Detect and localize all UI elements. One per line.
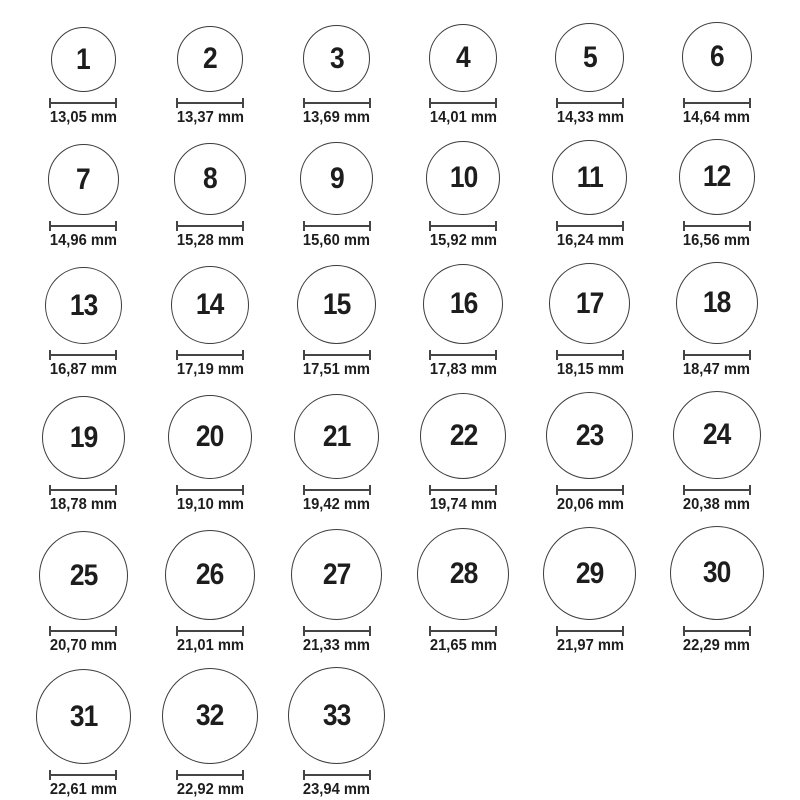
diameter-measure-line <box>176 770 244 780</box>
ring-circle <box>177 26 243 92</box>
measure-bar <box>429 630 497 632</box>
ring-size-number: 20 <box>196 420 224 453</box>
measure-bar <box>49 354 117 356</box>
ring-size-number: 5 <box>583 40 597 74</box>
ring-size-item <box>147 139 274 248</box>
ring-size-number: 33 <box>322 698 351 732</box>
ring-size-number: 6 <box>709 40 724 73</box>
diameter-label: 14,01 mm <box>429 109 497 126</box>
ring-size-number: 11 <box>576 160 604 194</box>
ring-size-item <box>653 139 780 248</box>
ring-size-item <box>653 526 780 653</box>
measure-bar <box>556 630 624 632</box>
diameter-measure-line <box>556 221 624 231</box>
diameter-label: 21,33 mm <box>303 637 371 654</box>
diameter-measure-line <box>176 98 244 108</box>
measure-bar <box>176 225 244 227</box>
ring-size-row <box>20 22 780 125</box>
measure-bar <box>683 354 751 356</box>
diameter-label: 18,78 mm <box>49 496 117 513</box>
measure-bar <box>556 225 624 227</box>
ring-size-number: 31 <box>69 699 98 733</box>
ring-circle <box>420 393 506 479</box>
diameter-label: 15,92 mm <box>429 232 497 249</box>
measure-bar <box>176 774 244 776</box>
ring-size-row <box>20 667 780 797</box>
diameter-label: 13,69 mm <box>303 109 371 126</box>
diameter-label: 18,47 mm <box>683 361 751 378</box>
ring-size-number: 3 <box>329 41 344 75</box>
ring-size-item <box>20 526 147 653</box>
ring-size-item <box>527 139 654 248</box>
diameter-label: 17,51 mm <box>303 361 371 378</box>
diameter-label: 18,15 mm <box>556 361 624 378</box>
ring-circle <box>546 392 633 479</box>
measure-bar <box>556 354 624 356</box>
ring-size-number: 16 <box>449 287 478 320</box>
measure-bar <box>49 774 117 776</box>
measure-bar <box>303 489 371 491</box>
diameter-label: 17,83 mm <box>429 361 497 378</box>
ring-circle <box>48 144 119 215</box>
diameter-measure-line <box>556 485 624 495</box>
ring-size-number: 18 <box>702 286 731 319</box>
ring-circle <box>679 139 755 215</box>
ring-size-item <box>147 526 274 653</box>
ring-size-item <box>653 391 780 512</box>
diameter-measure-line <box>303 350 371 360</box>
ring-size-item <box>20 667 147 797</box>
ring-size-number: 22 <box>449 419 478 452</box>
ring-size-item <box>273 391 400 512</box>
ring-circle <box>426 141 500 215</box>
ring-size-number: 29 <box>576 556 604 590</box>
ring-size-row <box>20 262 780 377</box>
ring-size-item <box>20 391 147 512</box>
diameter-measure-line <box>176 626 244 636</box>
diameter-label: 13,05 mm <box>49 109 117 126</box>
ring-size-number: 13 <box>69 288 98 322</box>
ring-circle <box>417 528 509 620</box>
ring-size-number: 21 <box>322 419 351 453</box>
ring-size-number: 30 <box>702 556 731 589</box>
diameter-label: 14,64 mm <box>683 109 751 126</box>
diameter-label: 15,60 mm <box>303 232 371 249</box>
diameter-label: 19,42 mm <box>303 496 371 513</box>
measure-bar <box>176 354 244 356</box>
ring-circle <box>291 529 382 620</box>
diameter-measure-line <box>176 350 244 360</box>
ring-size-number: 12 <box>702 160 731 193</box>
diameter-label: 22,61 mm <box>49 781 117 798</box>
measure-bar <box>49 102 117 104</box>
ring-circle <box>300 142 373 215</box>
ring-size-item <box>147 262 274 377</box>
ring-circle <box>171 266 249 344</box>
diameter-label: 22,92 mm <box>176 781 244 798</box>
ring-size-item <box>400 391 527 512</box>
diameter-measure-line <box>49 221 117 231</box>
ring-size-item <box>20 262 147 377</box>
diameter-measure-line <box>683 350 751 360</box>
ring-size-number: 23 <box>576 418 604 452</box>
ring-size-item <box>527 526 654 653</box>
ring-size-number: 28 <box>449 557 478 590</box>
diameter-measure-line <box>49 98 117 108</box>
diameter-label: 21,65 mm <box>429 637 497 654</box>
measure-bar <box>556 489 624 491</box>
diameter-measure-line <box>556 626 624 636</box>
ring-size-item <box>527 22 654 125</box>
measure-bar <box>683 225 751 227</box>
ring-size-item <box>400 139 527 248</box>
ring-size-number: 24 <box>702 418 731 451</box>
diameter-measure-line <box>303 221 371 231</box>
diameter-label: 21,01 mm <box>176 637 244 654</box>
ring-size-number: 32 <box>196 699 224 732</box>
ring-size-number: 4 <box>456 41 471 74</box>
diameter-measure-line <box>49 770 117 780</box>
diameter-measure-line <box>303 98 371 108</box>
measure-bar <box>429 225 497 227</box>
measure-bar <box>683 102 751 104</box>
diameter-measure-line <box>683 221 751 231</box>
diameter-label: 19,74 mm <box>429 496 497 513</box>
ring-circle <box>682 22 752 92</box>
ring-size-number: 10 <box>449 161 478 194</box>
ring-circle <box>51 27 116 92</box>
ring-size-item <box>527 262 654 377</box>
ring-size-number: 19 <box>69 420 98 454</box>
ring-size-item <box>653 22 780 125</box>
diameter-label: 13,37 mm <box>176 109 244 126</box>
diameter-label: 16,87 mm <box>49 361 117 378</box>
ring-size-item <box>147 667 274 797</box>
diameter-label: 20,38 mm <box>683 496 751 513</box>
ring-size-item <box>400 526 527 653</box>
measure-bar <box>429 354 497 356</box>
ring-size-number: 17 <box>576 286 604 320</box>
ring-circle <box>552 140 627 215</box>
measure-bar <box>303 354 371 356</box>
ring-size-number: 25 <box>69 558 98 592</box>
diameter-measure-line <box>429 485 497 495</box>
diameter-measure-line <box>556 350 624 360</box>
ring-circle <box>543 527 636 620</box>
ring-circle <box>676 262 758 344</box>
ring-circle <box>39 531 128 620</box>
diameter-label: 20,70 mm <box>49 637 117 654</box>
ring-size-number: 26 <box>196 558 224 591</box>
ring-circle <box>42 396 125 479</box>
measure-bar <box>49 489 117 491</box>
ring-size-row <box>20 139 780 248</box>
diameter-measure-line <box>683 626 751 636</box>
ring-circle <box>294 394 379 479</box>
diameter-label: 22,29 mm <box>683 637 751 654</box>
ring-size-item <box>400 22 527 125</box>
ring-size-item <box>20 139 147 248</box>
measure-bar <box>49 630 117 632</box>
ring-circle <box>36 669 131 764</box>
measure-bar <box>556 102 624 104</box>
measure-bar <box>176 630 244 632</box>
measure-bar <box>176 102 244 104</box>
ring-circle <box>297 265 376 344</box>
ring-size-item <box>273 667 400 797</box>
diameter-measure-line <box>176 221 244 231</box>
ring-size-row <box>20 526 780 653</box>
measure-bar <box>683 489 751 491</box>
ring-size-item <box>273 526 400 653</box>
diameter-label: 20,06 mm <box>556 496 624 513</box>
diameter-measure-line <box>49 485 117 495</box>
diameter-label: 14,33 mm <box>556 109 624 126</box>
diameter-measure-line <box>429 626 497 636</box>
diameter-measure-line <box>556 98 624 108</box>
diameter-label: 23,94 mm <box>303 781 371 798</box>
ring-size-item <box>147 22 274 125</box>
ring-size-item <box>20 22 147 125</box>
diameter-label: 16,24 mm <box>556 232 624 249</box>
measure-bar <box>683 630 751 632</box>
ring-size-item <box>273 139 400 248</box>
diameter-measure-line <box>303 485 371 495</box>
ring-size-row <box>20 391 780 512</box>
measure-bar <box>176 489 244 491</box>
diameter-label: 14,96 mm <box>49 232 117 249</box>
ring-circle <box>165 530 255 620</box>
measure-bar <box>303 102 371 104</box>
diameter-measure-line <box>429 350 497 360</box>
ring-circle <box>555 23 624 92</box>
diameter-measure-line <box>683 485 751 495</box>
ring-size-item <box>273 262 400 377</box>
ring-size-number: 1 <box>76 42 91 76</box>
diameter-measure-line <box>429 98 497 108</box>
ring-circle <box>174 143 246 215</box>
ring-size-item <box>653 262 780 377</box>
diameter-measure-line <box>683 98 751 108</box>
ring-circle <box>168 395 252 479</box>
ring-size-item <box>147 391 274 512</box>
ring-circle <box>288 667 385 764</box>
diameter-measure-line <box>176 485 244 495</box>
measure-bar <box>49 225 117 227</box>
ring-size-number: 15 <box>322 287 351 321</box>
ring-size-item <box>273 22 400 125</box>
measure-bar <box>303 774 371 776</box>
ring-size-item <box>527 391 654 512</box>
diameter-label: 16,56 mm <box>683 232 751 249</box>
ring-circle <box>162 668 258 764</box>
diameter-label: 15,28 mm <box>176 232 244 249</box>
diameter-measure-line <box>303 770 371 780</box>
ring-size-number: 9 <box>329 161 344 195</box>
diameter-label: 21,97 mm <box>556 637 624 654</box>
measure-bar <box>429 102 497 104</box>
ring-circle <box>429 24 497 92</box>
diameter-measure-line <box>303 626 371 636</box>
measure-bar <box>303 630 371 632</box>
measure-bar <box>303 225 371 227</box>
measure-bar <box>429 489 497 491</box>
diameter-label: 19,10 mm <box>176 496 244 513</box>
diameter-measure-line <box>49 626 117 636</box>
diameter-label: 17,19 mm <box>176 361 244 378</box>
ring-size-number: 14 <box>196 288 224 321</box>
ring-size-item <box>400 262 527 377</box>
ring-size-number: 2 <box>203 42 217 75</box>
ring-circle <box>673 391 761 479</box>
diameter-measure-line <box>429 221 497 231</box>
ring-size-number: 8 <box>203 162 217 195</box>
ring-circle <box>670 526 764 620</box>
diameter-measure-line <box>49 350 117 360</box>
ring-circle <box>549 263 630 344</box>
ring-circle <box>423 264 503 344</box>
ring-circle <box>45 267 122 344</box>
ring-size-number: 7 <box>76 162 91 196</box>
ring-size-number: 27 <box>322 557 351 591</box>
ring-circle <box>303 25 370 92</box>
